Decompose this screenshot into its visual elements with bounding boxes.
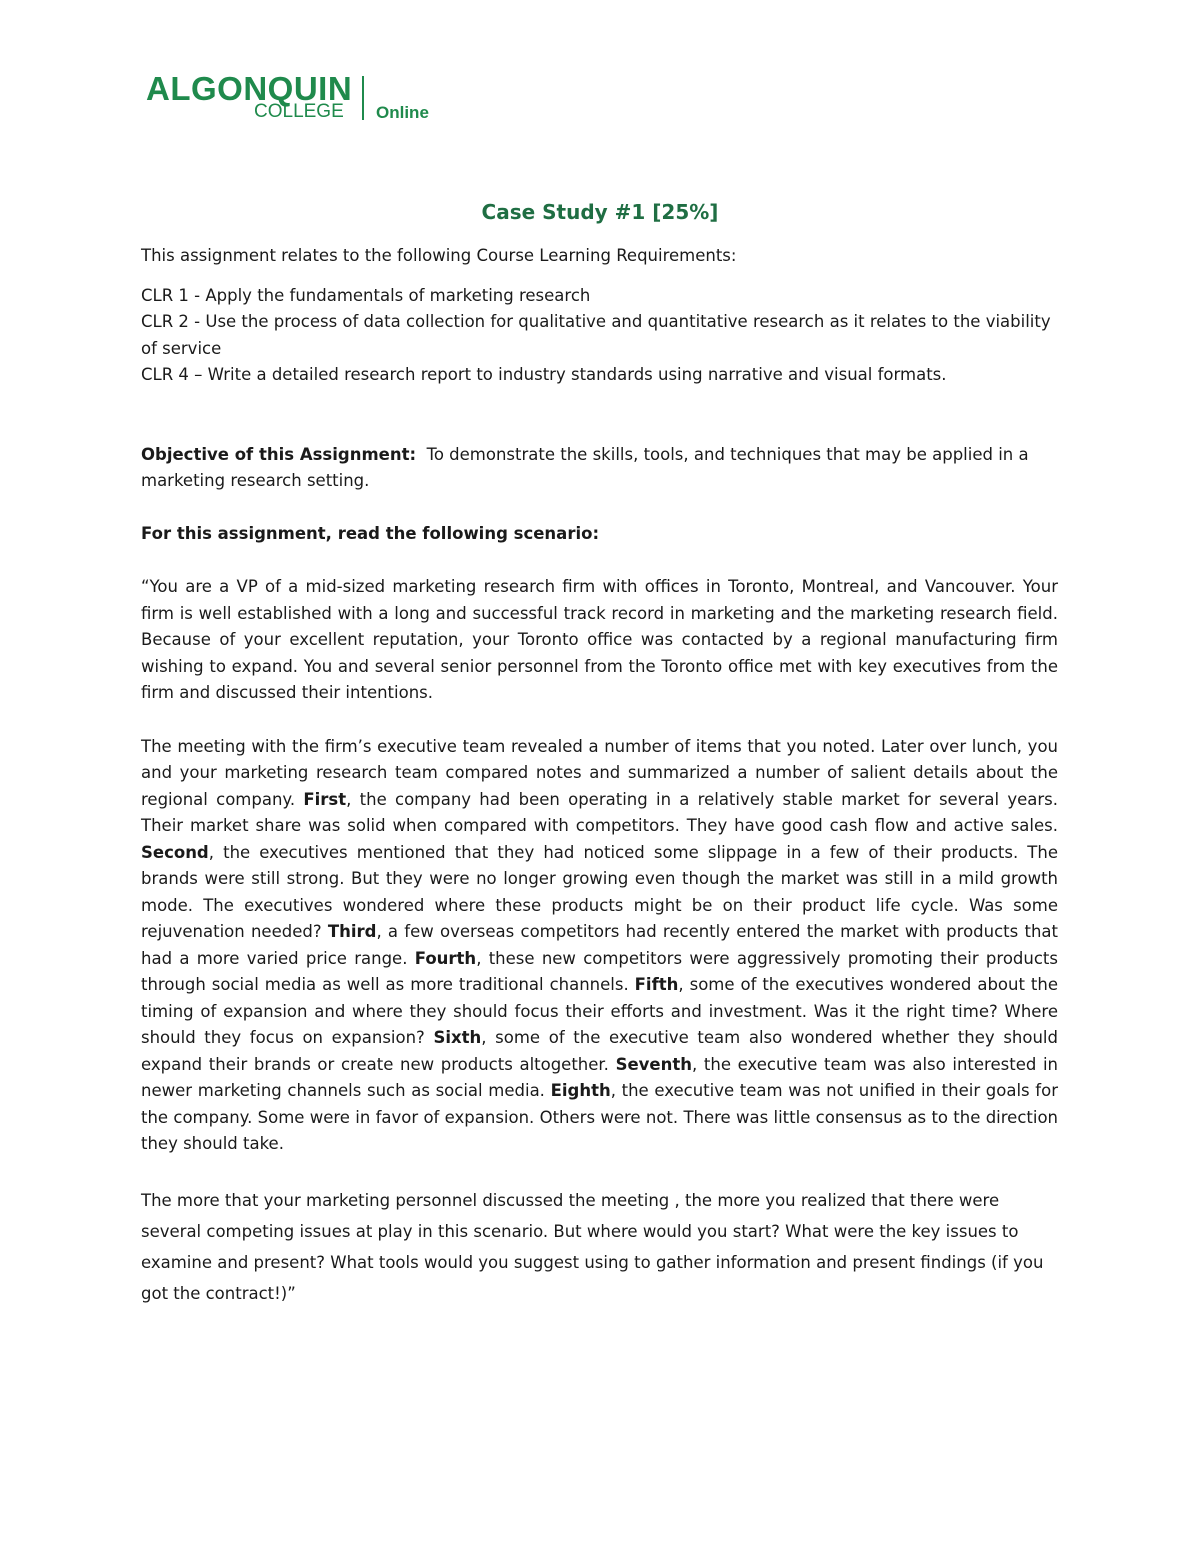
second-label: Second (141, 842, 209, 862)
sixth-label: Sixth (433, 1028, 482, 1047)
document-body (141, 243, 1058, 1309)
logo-subtitle: COLLEGE (254, 101, 344, 122)
intro-text: This assignment relates to the following Course Learning Requirements: (141, 246, 737, 265)
first-text: , the company had been operating in a relatively stable market for several years. Their market share was solid when compared with competitors. They have good cash flow and active sales. (141, 789, 1059, 835)
seventh-text: , the executive team was also interested in newer marketing channels such as social media. (141, 1054, 1059, 1100)
seventh-label: Seventh (615, 1054, 692, 1074)
fifth-text: , some of the executives wondered about the timing of expansion and where they should focus their efforts and investment. Was it the right time? Where should they focus on expansion? (141, 975, 1058, 1047)
fifth-label: Fifth (634, 975, 679, 994)
eighth-label: Eighth (550, 1081, 611, 1100)
logo-divider (362, 76, 364, 120)
logo-wordmark: ALGONQUIN (146, 70, 353, 107)
sixth-text: , some of the executive team also wondered whether they should expand their brands or create new products altogether. (141, 1028, 1058, 1074)
first-label: First (303, 789, 347, 809)
objective-text: To demonstrate the skills, tools, and techniques that may be applied in a marketing research setting. (141, 444, 1029, 490)
fourth-label: Fourth (414, 948, 477, 968)
eighth-text: , the executive team was not unified in their goals for the company. Some were in favor of expansion. Others were not. There was little consensus as to the direction they should take. (141, 1081, 1058, 1153)
page-title: Case Study #1 [25%] (481, 200, 719, 224)
college-logo (146, 72, 446, 122)
clr-item: CLR 1 - Apply the fundamentals of marketing research (141, 285, 591, 305)
objective-paragraph (141, 442, 1058, 495)
third-label: Third (327, 922, 377, 941)
scenario-heading: For this assignment, read the following scenario: (141, 523, 600, 543)
paragraph-2-intro: The meeting with the firm’s executive team revealed a number of items that you noted. Later over lunch, you and your marketing research team compared notes and summarized a number of salient details about the regional company. (141, 736, 1058, 809)
fourth-text: , these new competitors were aggressively promoting their products through social media as well as more traditional channels. (141, 948, 1058, 994)
logo-online-label: Online (376, 103, 429, 122)
clr-item: CLR 4 – Write a detailed research report to industry standards using narrative and visual formats. (141, 365, 947, 384)
scenario-paragraph-2 (141, 734, 1058, 1158)
scenario-paragraph-3: The more that your marketing personnel discussed the meeting , the more you realized that there were several competing issues at play in this scenario. But where would you start? What were the key issues to examine and present? What tools would you suggest using to gather information and present findings (if you got the contract!)” (141, 1190, 1044, 1303)
third-text: , a few overseas competitors had recently entered the market with products that had a more varied price range. (141, 922, 1058, 968)
clr-item: CLR 2 - Use the process of data collection for qualitative and quantitative research as it relates to the viability of service (141, 312, 1051, 358)
scenario-paragraph-1: “You are a VP of a mid-sized marketing research firm with offices in Toronto, Montreal, and Vancouver. Your firm is well established with a long and successful track record in marketing and the marketing research field. Because of your excellent reputation, your Toronto office was contacted by a regional manufacturing firm wishing to expand. You and several senior personnel from the Toronto office met with key executives from the firm and discussed their intentions. (141, 577, 1058, 702)
second-text: , the executives mentioned that they had noticed some slippage in a few of their products. The brands were still strong. But they were no longer growing even though the market was still in a mild growth mode. The executives wondered where these products might be on their product life cycle. Was some rejuvenation needed? (141, 842, 1058, 941)
objective-label: Objective of this Assignment: (141, 444, 417, 464)
